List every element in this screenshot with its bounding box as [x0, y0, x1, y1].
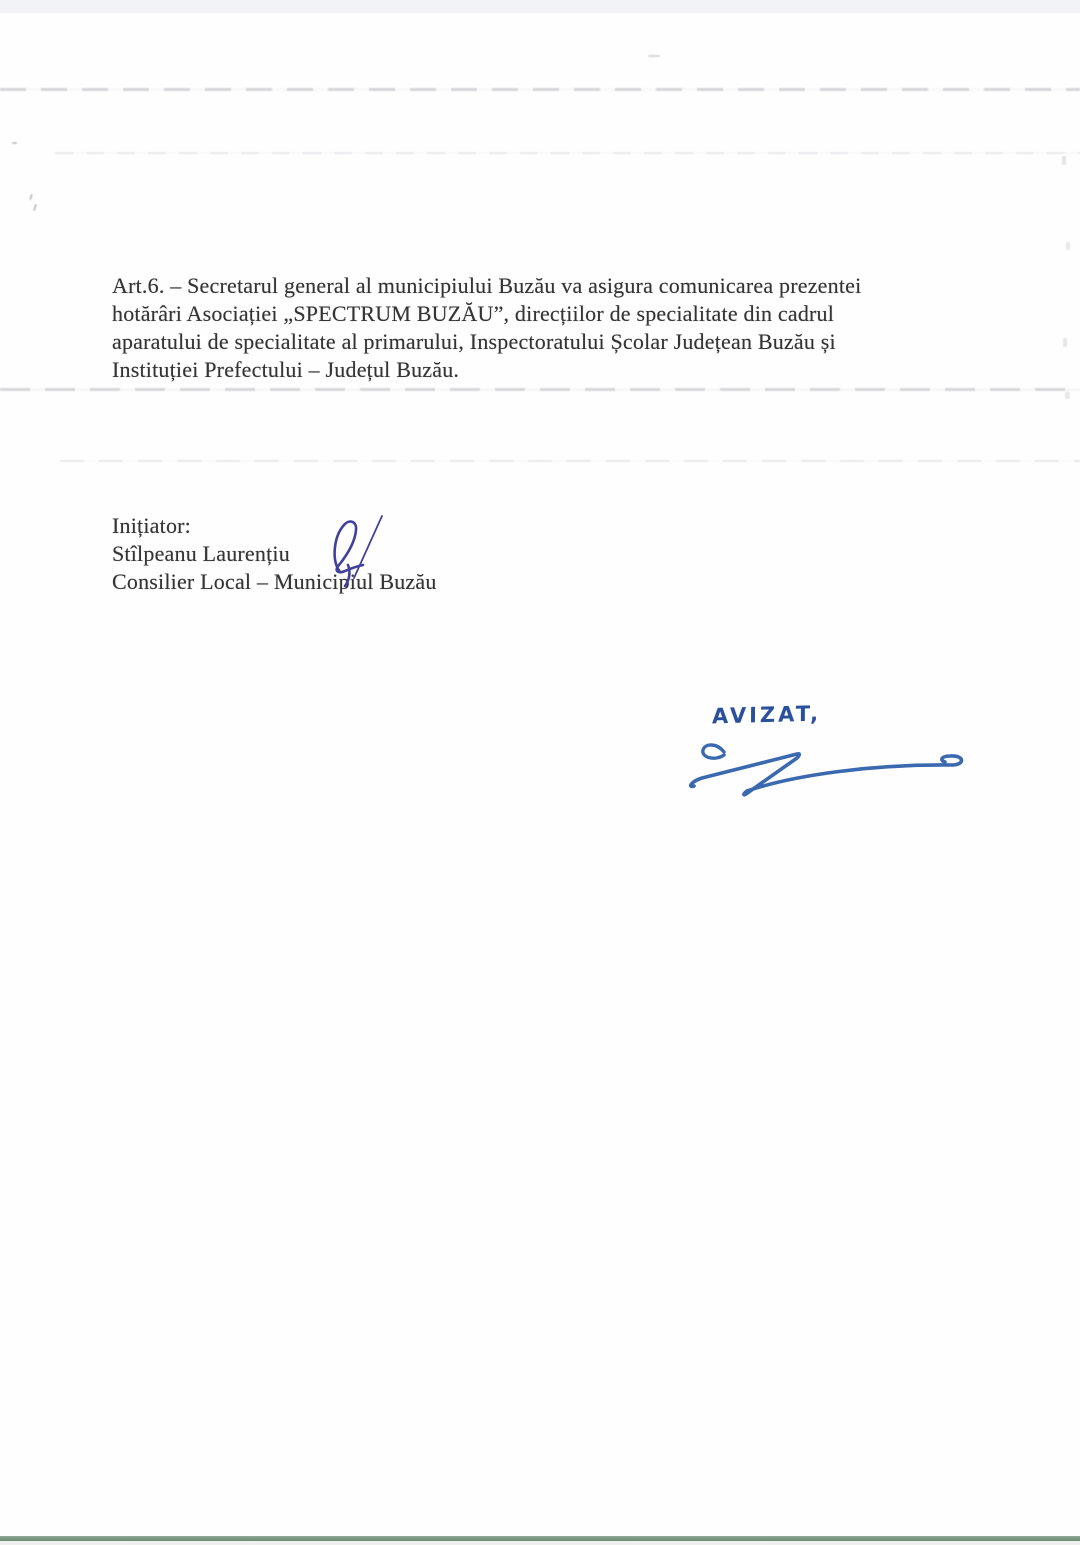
initiator-name: Stîlpeanu Laurențiu: [112, 541, 290, 566]
scan-speck: [29, 194, 32, 200]
scan-artifact-line: [0, 88, 1080, 91]
scan-speck: [12, 142, 17, 144]
article-line: aparatului de specialitate al primarului, Inspectoratului Școlar Județean Buzău și: [112, 329, 836, 354]
initiator-block: [112, 512, 437, 596]
article-line: hotărâri Asociației „SPECTRUM BUZĂU”, direcțiilor de specialitate din cadrul: [112, 301, 835, 326]
initiator-label: Inițiator:: [112, 513, 191, 538]
scan-artifact-line: [0, 388, 1080, 391]
article-line: Art.6. – Secretarul general al municipiului Buzău va asigura comunicarea prezentei: [112, 273, 862, 298]
scan-speck: [1062, 156, 1066, 165]
scan-speck: [1063, 338, 1067, 347]
approval-signature-zigzag: [691, 754, 962, 795]
scan-speck: [1065, 392, 1070, 399]
article-paragraph: [112, 272, 972, 384]
scan-speck: [33, 204, 37, 211]
article-line: Instituției Prefectului – Județul Buzău.: [112, 357, 460, 382]
scan-artifact-line: [55, 152, 1080, 154]
scan-bottom-underlay: [0, 1541, 1080, 1545]
scan-artifact-line: [60, 460, 1080, 462]
approval-handwritten-label: AVIZAT,: [711, 701, 822, 729]
scan-speck: [648, 55, 660, 57]
approval-signature-c: [703, 745, 724, 758]
scan-speck: [1066, 242, 1070, 250]
scan-top-band: [0, 0, 1080, 13]
initiator-title: Consilier Local – Municipiul Buzău: [112, 569, 437, 594]
approval-signature: [684, 728, 984, 808]
